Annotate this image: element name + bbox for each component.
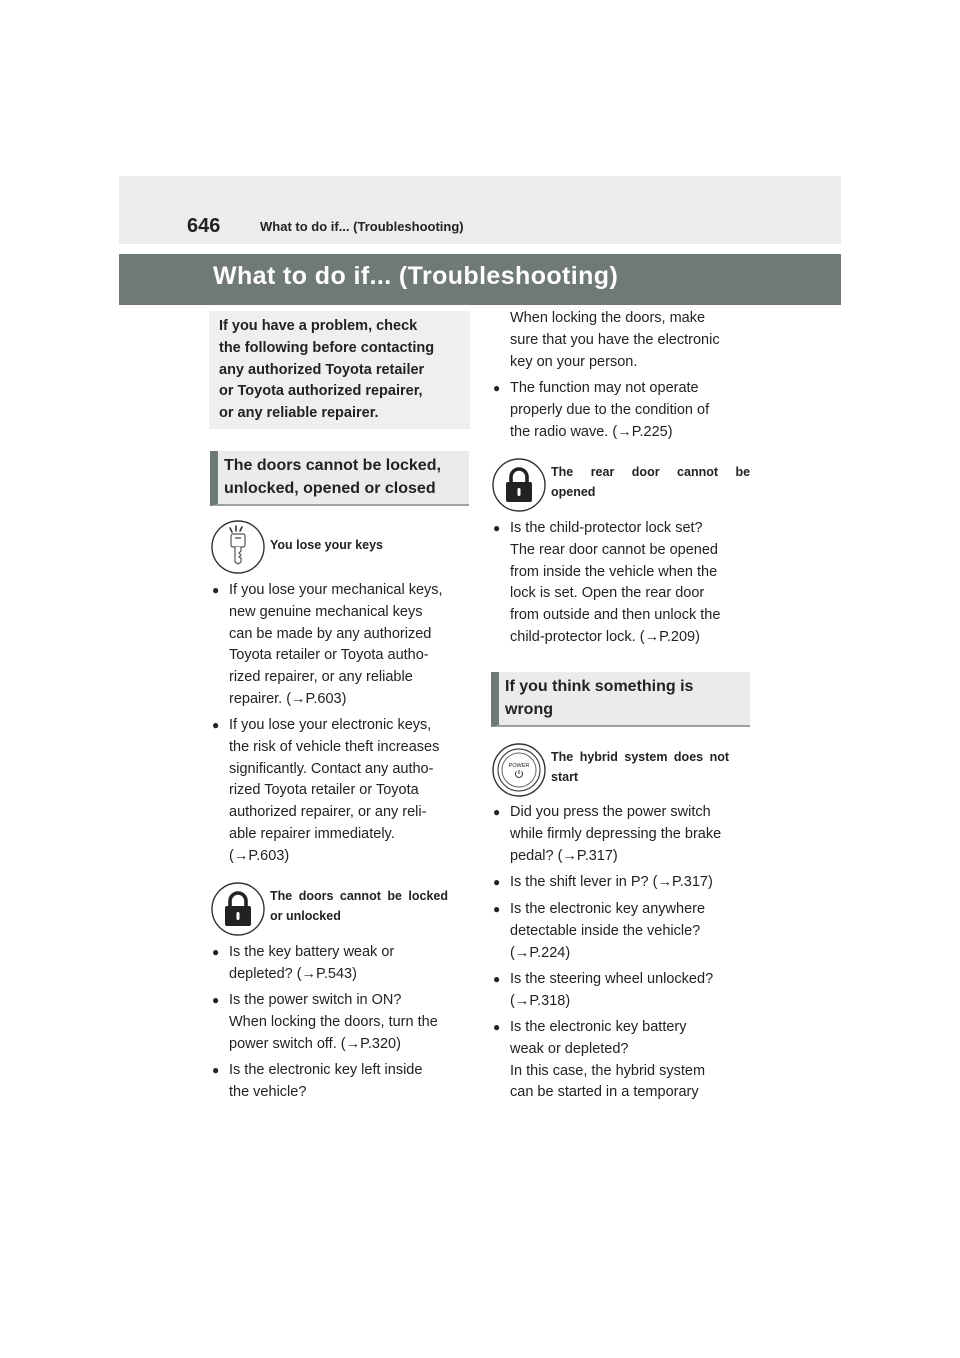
header-bar xyxy=(119,176,841,244)
section-heading-wrong: If you think something is wrong xyxy=(491,672,750,727)
list-item: ● Is the steering wheel unlocked? (→P.318) xyxy=(493,971,714,1009)
list-item: ● If you lose your electronic keys, the risk of vehicle theft increases significantly. Contact any autho- rized Toyota retailer or Toyota authorized repairer, or any reli- able repairer immediately. (→P.603) xyxy=(212,717,440,864)
list-item: ● Is the electronic key battery weak or depleted? In this case, the hybrid system can be started in a temporary xyxy=(493,1019,706,1101)
list-item: ● The function may not operate properly due to the condition of the radio wave. (→P.225) xyxy=(493,380,710,440)
running-title: What to do if... (Troubleshooting) xyxy=(260,219,464,234)
page-number: 646 xyxy=(187,215,221,237)
padlock-icon xyxy=(211,882,265,936)
sub-label-rear-door: The rear door cannot be opened xyxy=(551,465,751,499)
sub-label-doors-not-locked: The doors cannot be locked or unlocked xyxy=(270,889,448,923)
list-item: ● Is the electronic key anywhere detectable inside the vehicle? (→P.224) xyxy=(493,901,706,961)
svg-text:POWER: POWER xyxy=(508,763,530,769)
continuation-text: When locking the doors, make sure that you have the electronic key on your person. xyxy=(510,310,720,370)
list-item: ● Is the power switch in ON? When locking the doors, turn the power switch off. (→P.320) xyxy=(212,992,438,1052)
list-item: ● If you lose your mechanical keys, new genuine mechanical keys can be made by any authorized Toyota retailer or Toyota autho- rized repairer, or any reliable repairer. (→P.603) xyxy=(212,582,443,707)
page-title: What to do if... (Troubleshooting) xyxy=(213,262,619,290)
list-item: ● Is the electronic key left inside the vehicle? xyxy=(212,1062,423,1100)
power-switch-icon xyxy=(492,743,546,797)
padlock-icon xyxy=(492,458,546,512)
list-item: ● Is the child-protector lock set? The rear door cannot be opened from inside the vehicle when the lock is set. Open the rear door from outside and then unlock the child-protector lock. (→P.209) xyxy=(493,520,721,645)
key-icon xyxy=(211,520,265,574)
intro-text: If you have a problem, check the following before contacting any authorized Toyota retailer or Toyota authorized repairer, or any reliable repairer. xyxy=(219,318,435,422)
sub-label-lose-keys: You lose your keys xyxy=(270,538,384,552)
sub-label-hybrid-start: The hybrid system does not start xyxy=(551,750,730,784)
list-item: ● Is the shift lever in P? (→P.317) xyxy=(493,874,713,890)
section-heading-doors: The doors cannot be locked, unlocked, opened or closed xyxy=(210,451,469,506)
list-item: ● Did you press the power switch while firmly depressing the brake pedal? (→P.317) xyxy=(493,804,722,864)
list-item: ● Is the key battery weak or depleted? (→P.543) xyxy=(212,944,395,982)
